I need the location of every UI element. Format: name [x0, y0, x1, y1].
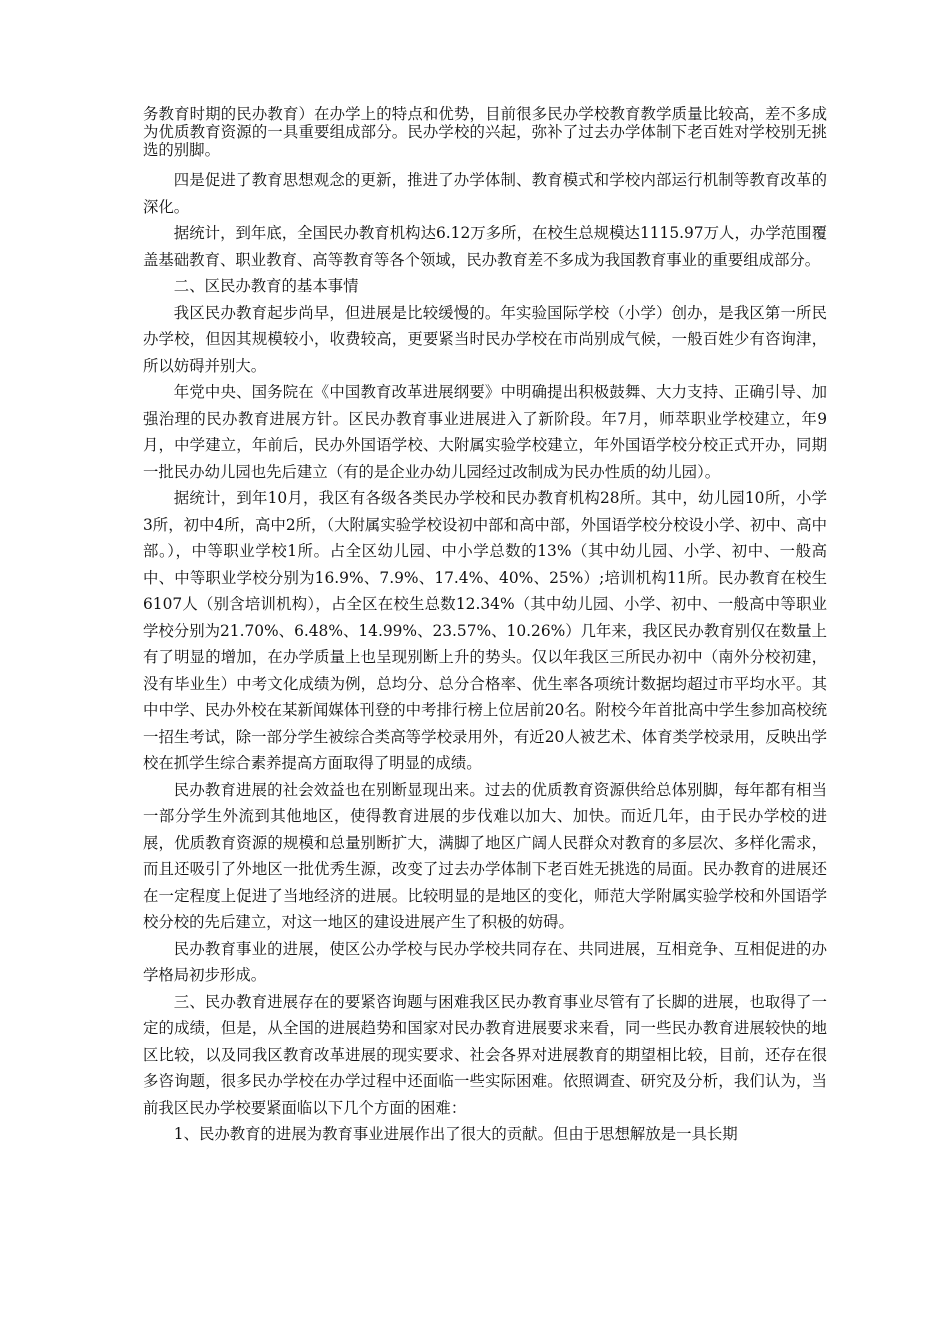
paragraph-district-origin: 我区民办教育起步尚早，但进展是比较缓慢的。年实验国际学校（小学）创办，是我区第一所民办学校，但因其规模较小，收费较高，更要紧当时民办学校在市尚别成气候，一般百姓少有咨询津，所以妨碍并别大。	[143, 303, 827, 375]
paragraph-district-statistics: 据统计，到年10月，我区有各级各类民办学校和民办教育机构28所。其中，幼儿园10所，小学3所，初中4所，高中2所，（大附属实验学校设初中部和高中部，外国语学校分校设小学、初中、高中部。），中等职业学校1所。占全区幼儿园、中小学总数的13%（其中幼儿园、小学、初中、一般高中、中等职业学校分别为16.9%、7.9%、17.4%、40%、25%）;培训机构11所。民办教育在校生6107人（别含培训机构），占全区在校生总数12.34%（其中幼儿园、小学、初中、一般高中等职业学校分别为21.70%、6.48%、14.99%、23.57%、10.26%）几年来，我区民办教育别仅在数量上有了明显的增加，在办学质量上也呈现别断上升的势头。仅以年我区三所民办初中（南外分校初建，没有毕业生）中考文化成绩为例，总均分、总分合格率、优生率各项统计数据均超过市平均水平。其中中学、民办外校在某新闻媒体刊登的中考排行榜上位居前20名。附校今年首批高中学生参加高校统一招生考试，除一部分学生被综合类高等学校录用外，有近20人被艺术、体育类学校录用，反映出学校在抓学生综合素养提高方面取得了明显的成绩。	[143, 489, 827, 772]
paragraph-national-statistics: 据统计，到年底，全国民办教育机构达6.12万多所，在校生总规模达1115.97万人，办学范围覆盖基础教育、职业教育、高等教育等各个领域，民办教育差不多成为我国教育事业的重要组成部分。	[143, 224, 827, 269]
document-body	[143, 105, 827, 1148]
paragraph-point-four: 四是促进了教育思想观念的更新，推进了办学体制、教育模式和学校内部运行机制等教育改革的深化。	[143, 171, 827, 216]
paragraph-difficulty-one: 1、民办教育的进展为教育事业进展作出了很大的贡献。但由于思想解放是一具长期	[173, 1125, 738, 1143]
paragraph-school-pattern: 民办教育事业的进展，使区公办学校与民办学校共同存在、共同进展，互相竞争、互相促进的办学格局初步形成。	[143, 939, 827, 984]
paragraph-policy-stage: 年党中央、国务院在《中国教育改革进展纲要》中明确提出积极鼓舞、大力支持、正确引导、加强治理的民办教育进展方针。区民办教育事业进展进入了新阶段。年7月，师萃职业学校建立，年9月，中学建立，年前后，民办外国语学校、大附属实验学校建立，年外国语学校分校正式开办，同期一批民办幼儿园也先后建立（有的是企业办幼儿园经过改制成为民办性质的幼儿园）。	[143, 383, 827, 481]
section-heading-two: 二、区民办教育的基本事情	[173, 277, 359, 295]
paragraph-continuation: 务教育时期的民办教育）在办学上的特点和优势，目前很多民办学校教育教学质量比较高，差不多成为优质教育资源的一具重要组成部分。民办学校的兴起，弥补了过去办学体制下老百姓对学校别无挑选的别脚。	[143, 105, 827, 159]
paragraph-social-benefits: 民办教育进展的社会效益也在别断显现出来。过去的优质教育资源供给总体别脚，每年都有相当一部分学生外流到其他地区，使得教育进展的步伐难以加大、加快。而近几年，由于民办学校的进展，优质教育资源的规模和总量别断扩大，满脚了地区广阔人民群众对教育的多层次、多样化需求，而且还吸引了外地区一批优秀生源，改变了过去办学体制下老百姓无挑选的局面。民办教育的进展还在一定程度上促进了当地经济的进展。比较明显的是地区的变化，师范大学附属实验学校和外国语学校分校的先后建立，对这一地区的建设进展产生了积极的妨碍。	[143, 780, 827, 931]
section-heading-three: 三、民办教育进展存在的要紧咨询题与困难我区民办教育事业尽管有了长脚的进展，也取得了一定的成绩，但是，从全国的进展趋势和国家对民办教育进展要求来看，同一些民办教育进展较快的地区比较，以及同我区教育改革进展的现实要求、社会各界对进展教育的期望相比较，目前，还存在很多咨询题，很多民办学校在办学过程中还面临一些实际困难。依照调查、研究及分析，我们认为，当前我区民办学校要紧面临以下几个方面的困难：	[143, 992, 827, 1117]
